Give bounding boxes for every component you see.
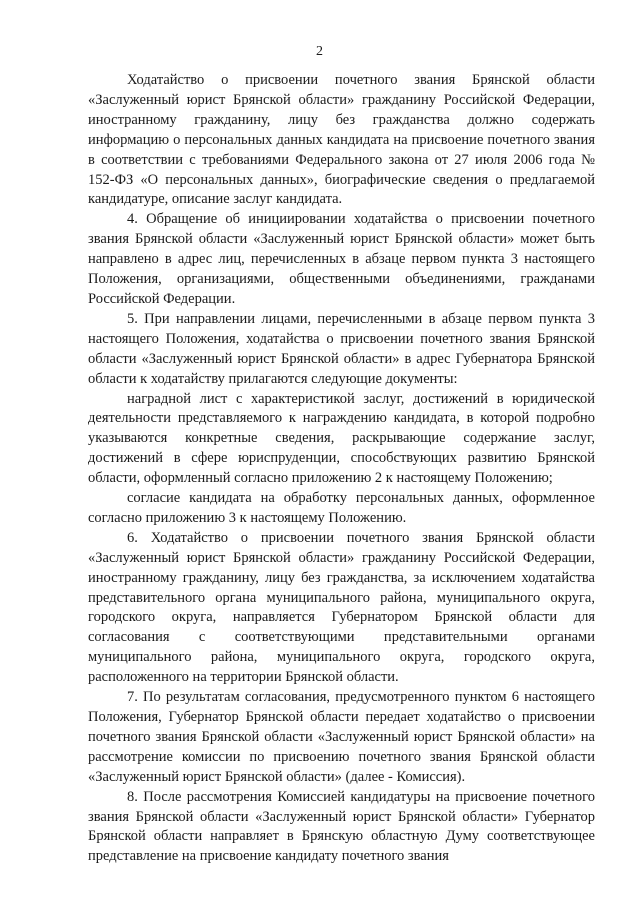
paragraph-item-8: 8. После рассмотрения Комиссией кандидатуры на присвоение почетного звания Брянской области «Заслуженный юрист Брянской области» Губернатор Брянской области направляет в Брянскую областную Думу соответствующее представление на присвоение кандидату почетного звания [88, 788, 595, 865]
paragraph-candidate-info: Ходатайство о присвоении почетного звания Брянской области «Заслуженный юрист Брянской области» гражданину Российской Федерации, иностранному гражданину, лицу без гражданства должно содержать информацию о персональных данных кандидата на присвоение почетного звания в соответствии с требованиями Федерального закона от 27 июля 2006 года № 152-ФЗ «О персональных данных», биографические сведения о предлагаемой кандидатуре, описание заслуг кандидата. [88, 72, 595, 208]
page-number: 2 [316, 44, 323, 59]
paragraph-item-7: 7. По результатам согласования, предусмотренного пунктом 6 настоящего Положения, Губернатор Брянской области передает ходатайство о присвоении почетного звания Брянской области «Заслуженный юрист Брянской области» на рассмотрение комиссии по присвоению почетного звания Брянской области «Заслуженный юрист Брянской области» (далее - Комиссия). [88, 689, 595, 785]
document-body [88, 71, 595, 867]
paragraph-item-5: 5. При направлении лицами, перечисленными в абзаце первом пункта 3 настоящего Положения, ходатайства о присвоении почетного звания Брянской области «Заслуженный юрист Брянской области» в адрес Губернатора Брянской области к ходатайству прилагаются следующие документы: [88, 310, 595, 387]
paragraph-consent: согласие кандидата на обработку персональных данных, оформленное согласно приложению 3 к настоящему Положению. [88, 490, 595, 526]
paragraph-item-4: 4. Обращение об инициировании ходатайства о присвоении почетного звания Брянской области «Заслуженный юрист Брянской области» может быть направлено в адрес лиц, перечисленных в абзаце первом пункта 3 настоящего Положения, организациями, общественными объединениями, гражданами Российской Федерации. [88, 211, 595, 307]
paragraph-item-6: 6. Ходатайство о присвоении почетного звания Брянской области «Заслуженный юрист Брянской области» гражданину Российской Федерации, иностранному гражданину, лицу без гражданства, за исключением ходатайства представительного органа муниципального района, муниципального округа, городского округа, направляется Губернатором Брянской области для согласования с соответствующими представительными органами муниципального района, муниципального округа, городского округа, расположенного на территории Брянской области. [88, 529, 595, 686]
paragraph-award-sheet: наградной лист с характеристикой заслуг, достижений в юридической деятельности представляемого к награждению кандидата, в которой подробно указываются конкретные сведения, раскрывающие содержание заслуг, достижений в сфере юриспруденции, способствующих развитию Брянской области, оформленный согласно приложению 2 к настоящему Положению; [88, 390, 595, 487]
